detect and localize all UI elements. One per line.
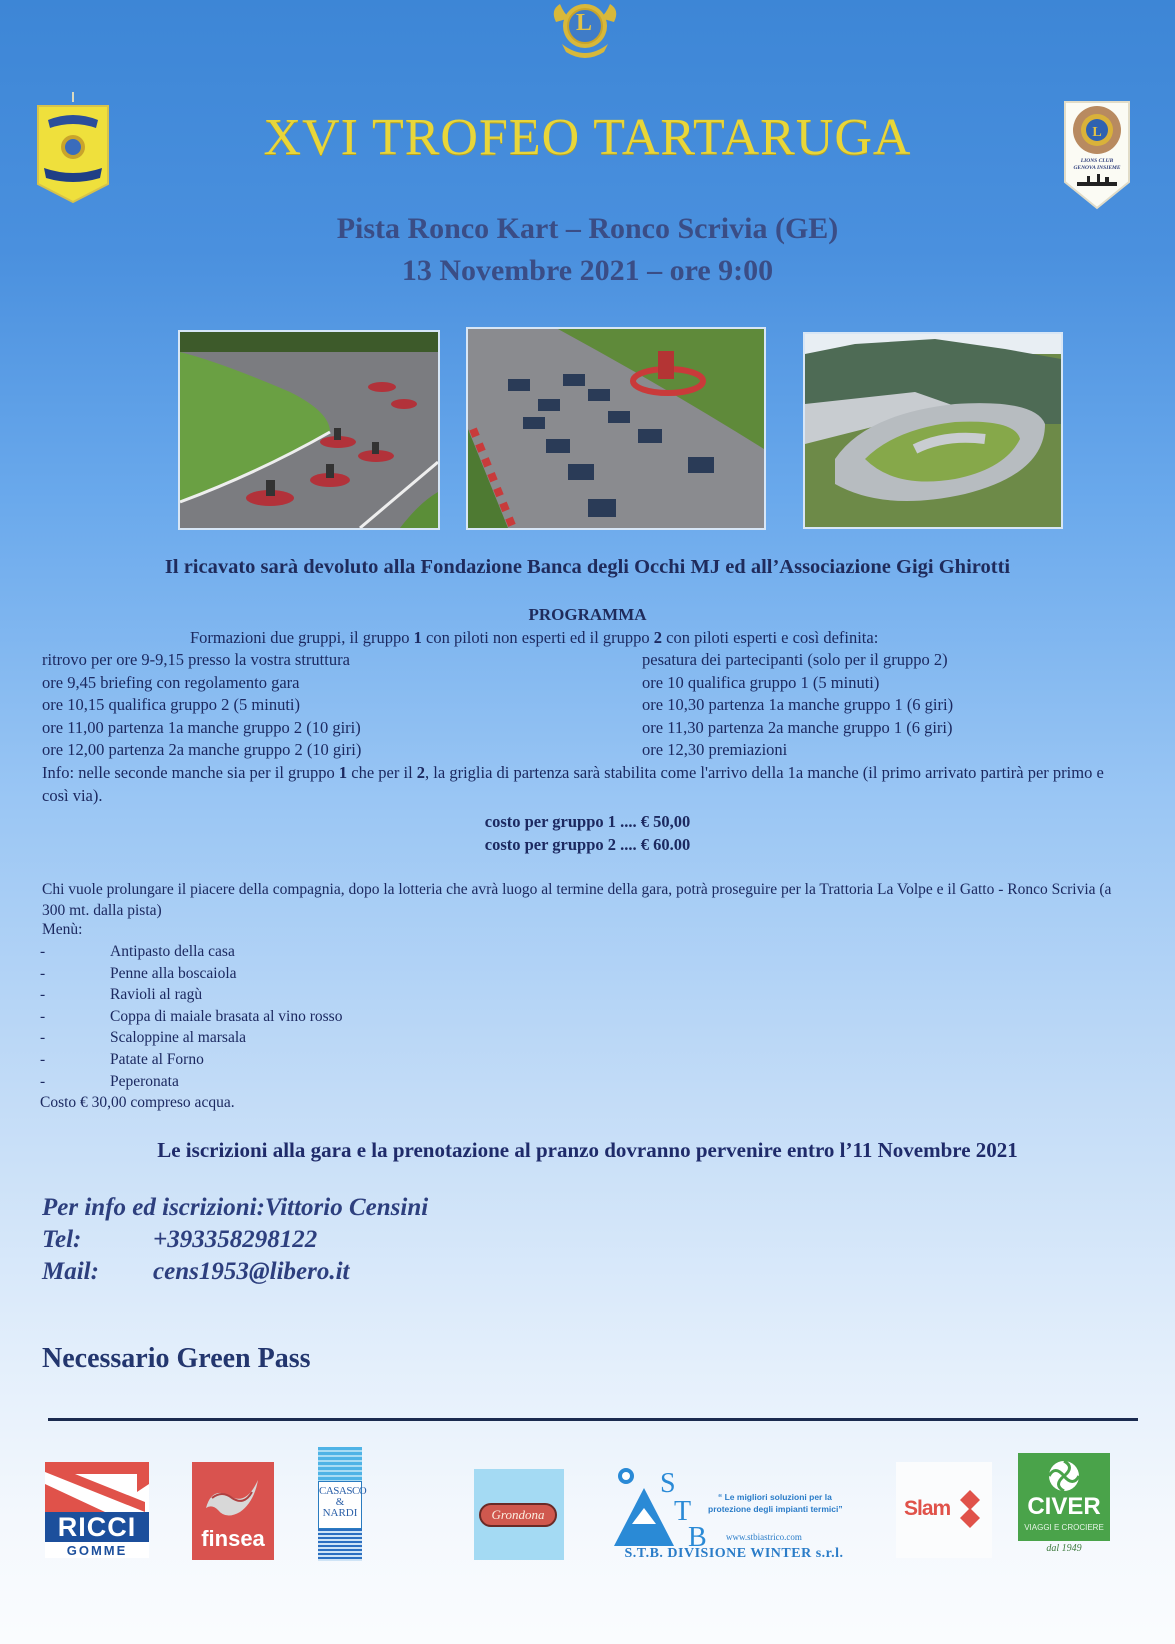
pennant-club-name: LIONS CLUB GENOVA INSIEME: [1073, 158, 1121, 171]
schedule-item: ore 12,00 partenza 2a manche gruppo 2 (10 giri): [42, 740, 362, 759]
casasco-nardi-logo: [318, 1447, 367, 1561]
info-text: che per il: [347, 763, 417, 782]
schedule-item: ritrovo per ore 9-9,15 presso la vostra struttura: [42, 650, 350, 669]
svg-text:T: T: [674, 1496, 692, 1527]
menu-item-label: Penne alla boscaiola: [110, 964, 237, 982]
menu-item: [40, 1006, 342, 1028]
casasco-line2: &: [335, 1496, 345, 1508]
civer-subtitle: VIAGGI E CROCIERE: [1024, 1523, 1104, 1532]
green-pass-notice: Necessario Green Pass: [42, 1343, 311, 1374]
ricci-text: RICCI: [45, 1512, 149, 1542]
casasco-bottom-waves: [318, 1529, 362, 1561]
lions-emblem-letter: L: [576, 10, 593, 36]
info-text: Info: nelle seconde manche sia per il gruppo: [42, 763, 339, 782]
schedule-right-column: [642, 649, 953, 762]
info-text: , la griglia di partenza sarà stabilita come l'arrivo della 1a manche (il primo arrivato partirà per primo e così via).: [42, 763, 1104, 805]
registration-deadline: Le iscrizioni alla gara e la prenotazione al pranzo dovranno pervenire entro l’11 Novembre 2021: [157, 1138, 1018, 1162]
bullet-dash: -: [40, 943, 46, 960]
bullet-dash: -: [40, 1072, 46, 1090]
civer-logo: [1018, 1453, 1110, 1557]
event-location: Pista Ronco Kart – Ronco Scrivia (GE): [336, 212, 839, 245]
menu-label: Menù:: [42, 921, 83, 938]
schedule-item: pesatura dei partecipanti (solo per il gruppo 2): [642, 650, 948, 669]
intro-text: con piloti esperti e così definita:: [662, 628, 879, 647]
dinner-intro: Chi vuole prolungare il piacere della compagnia, dopo la lotteria che avrà luogo al termine della gara, potrà proseguire per la Trattoria La Volpe e il Gatto - Ronco Scrivia (a 300 mt. dalla pista): [42, 881, 1112, 919]
svg-text:B: B: [688, 1522, 707, 1548]
stb-url: www.stbiastrico.com: [726, 1532, 802, 1542]
schedule-item: ore 11,00 partenza 1a manche gruppo 2 (10 giri): [42, 717, 361, 737]
civer-swirl-icon: [1047, 1459, 1081, 1493]
contact-tel: [42, 1226, 317, 1254]
schedule-left-column: [42, 649, 361, 762]
casasco-line1: CASASCO: [319, 1485, 367, 1497]
contact-info-line: Per info ed iscrizioni:Vittorio Censini: [42, 1194, 429, 1221]
menu-item-label: Ravioli al ragù: [110, 986, 203, 1004]
menu-item: [40, 1027, 342, 1049]
intro-text: Formazioni due gruppi, il gruppo: [190, 628, 414, 647]
menu-item: [40, 1071, 342, 1093]
finsea-logo: [192, 1462, 274, 1560]
karts-racing-curve-photo: [178, 330, 440, 530]
bullet-dash: -: [40, 1007, 46, 1025]
svg-text:L: L: [1092, 125, 1102, 140]
event-title: XVI TROFEO TARTARUGA: [263, 109, 912, 166]
finsea-text: finsea: [201, 1526, 265, 1551]
cost-group-2: costo per gruppo 2 .... € 60.00: [484, 835, 691, 854]
mail-label: Mail:: [42, 1258, 99, 1285]
civer-name: CIVER: [1027, 1493, 1101, 1520]
menu-item-label: Peperonata: [110, 1072, 179, 1090]
menu-item-label: Coppa di maiale brasata al vino rosso: [110, 1007, 343, 1025]
civer-since: dal 1949: [1046, 1543, 1082, 1554]
menu-item: [40, 1049, 342, 1071]
programma-heading: PROGRAMMA: [528, 605, 647, 624]
ricci-gomme-logo: [45, 1462, 149, 1558]
dinner-cost: Costo € 30,00 compreso acqua.: [40, 1094, 235, 1112]
slam-logo: [896, 1462, 992, 1558]
stb-division-winter-logo: [614, 1462, 854, 1566]
casasco-top-waves: [318, 1447, 362, 1481]
info-note: [42, 762, 1132, 807]
civer-green-box: [1018, 1453, 1110, 1541]
schedule-item: ore 10,15 qualifica gruppo 2 (5 minuti): [42, 695, 300, 714]
casasco-line3: NARDI: [322, 1507, 358, 1519]
stb-tagline-2: protezione degli impianti termici”: [708, 1504, 843, 1514]
bullet-dash: -: [40, 1050, 46, 1068]
beneficiary-statement: Il ricavato sarà devoluto alla Fondazione Banca degli Occhi MJ ed all’Associazione Gigi Ghirotti: [164, 556, 1011, 578]
intro-text: con piloti non esperti ed il gruppo: [421, 628, 654, 647]
group-1-marker: 1: [413, 628, 422, 647]
svg-text:S: S: [660, 1468, 676, 1499]
programma-intro: [190, 627, 878, 650]
gomme-text: GOMME: [66, 1543, 128, 1558]
menu-item: [40, 984, 342, 1006]
schedule-item: ore 12,30 premiazioni: [642, 740, 788, 759]
slam-text: Slam: [904, 1497, 951, 1520]
menu-item: [40, 941, 342, 963]
group-1-marker: 1: [338, 763, 348, 782]
cost-group-1: costo per gruppo 1 .... € 50,00: [484, 812, 691, 831]
stb-company-name: S.T.B. DIVISIONE WINTER s.r.l.: [624, 1546, 844, 1561]
contact-mail: [42, 1258, 349, 1286]
menu-item-label: Patate al Forno: [110, 1050, 204, 1068]
lions-international-emblem: [548, 0, 622, 62]
mail-address[interactable]: cens1953@libero.it: [153, 1258, 350, 1285]
stb-tagline-1: “ Le migliori soluzioni per la: [718, 1492, 832, 1502]
tel-label: Tel:: [42, 1226, 82, 1253]
bullet-dash: -: [40, 964, 46, 982]
group-2-marker: 2: [416, 763, 426, 782]
menu-item-label: Antipasto della casa: [110, 943, 235, 960]
costs: [0, 810, 1175, 856]
divider: [48, 1418, 1138, 1421]
grondona-logo: [474, 1469, 564, 1560]
schedule-item: ore 10,30 partenza 1a manche gruppo 1 (6 giri): [642, 695, 954, 714]
schedule-item: ore 10 qualifica gruppo 1 (5 minuti): [642, 672, 880, 692]
group-2-marker: 2: [653, 628, 663, 647]
menu-item: [40, 963, 342, 985]
karts-starting-grid-photo: [466, 327, 766, 530]
event-date-time: 13 Novembre 2021 – ore 9:00: [401, 254, 774, 287]
grondona-text: Grondona: [479, 1503, 557, 1527]
bullet-dash: -: [40, 1029, 46, 1047]
slam-diamonds-icon: [958, 1490, 982, 1530]
aerial-kart-track-photo: [803, 332, 1063, 529]
tel-number[interactable]: +393358298122: [153, 1226, 318, 1253]
schedule-item: ore 9,45 briefing con regolamento gara: [42, 672, 300, 692]
schedule-item: ore 11,30 partenza 2a manche gruppo 1 (6 giri): [642, 717, 953, 737]
menu-item-label: Scaloppine al marsala: [110, 1029, 247, 1047]
casasco-name-box: [318, 1481, 367, 1529]
bullet-dash: -: [40, 986, 46, 1004]
menu-list: [40, 941, 342, 1114]
